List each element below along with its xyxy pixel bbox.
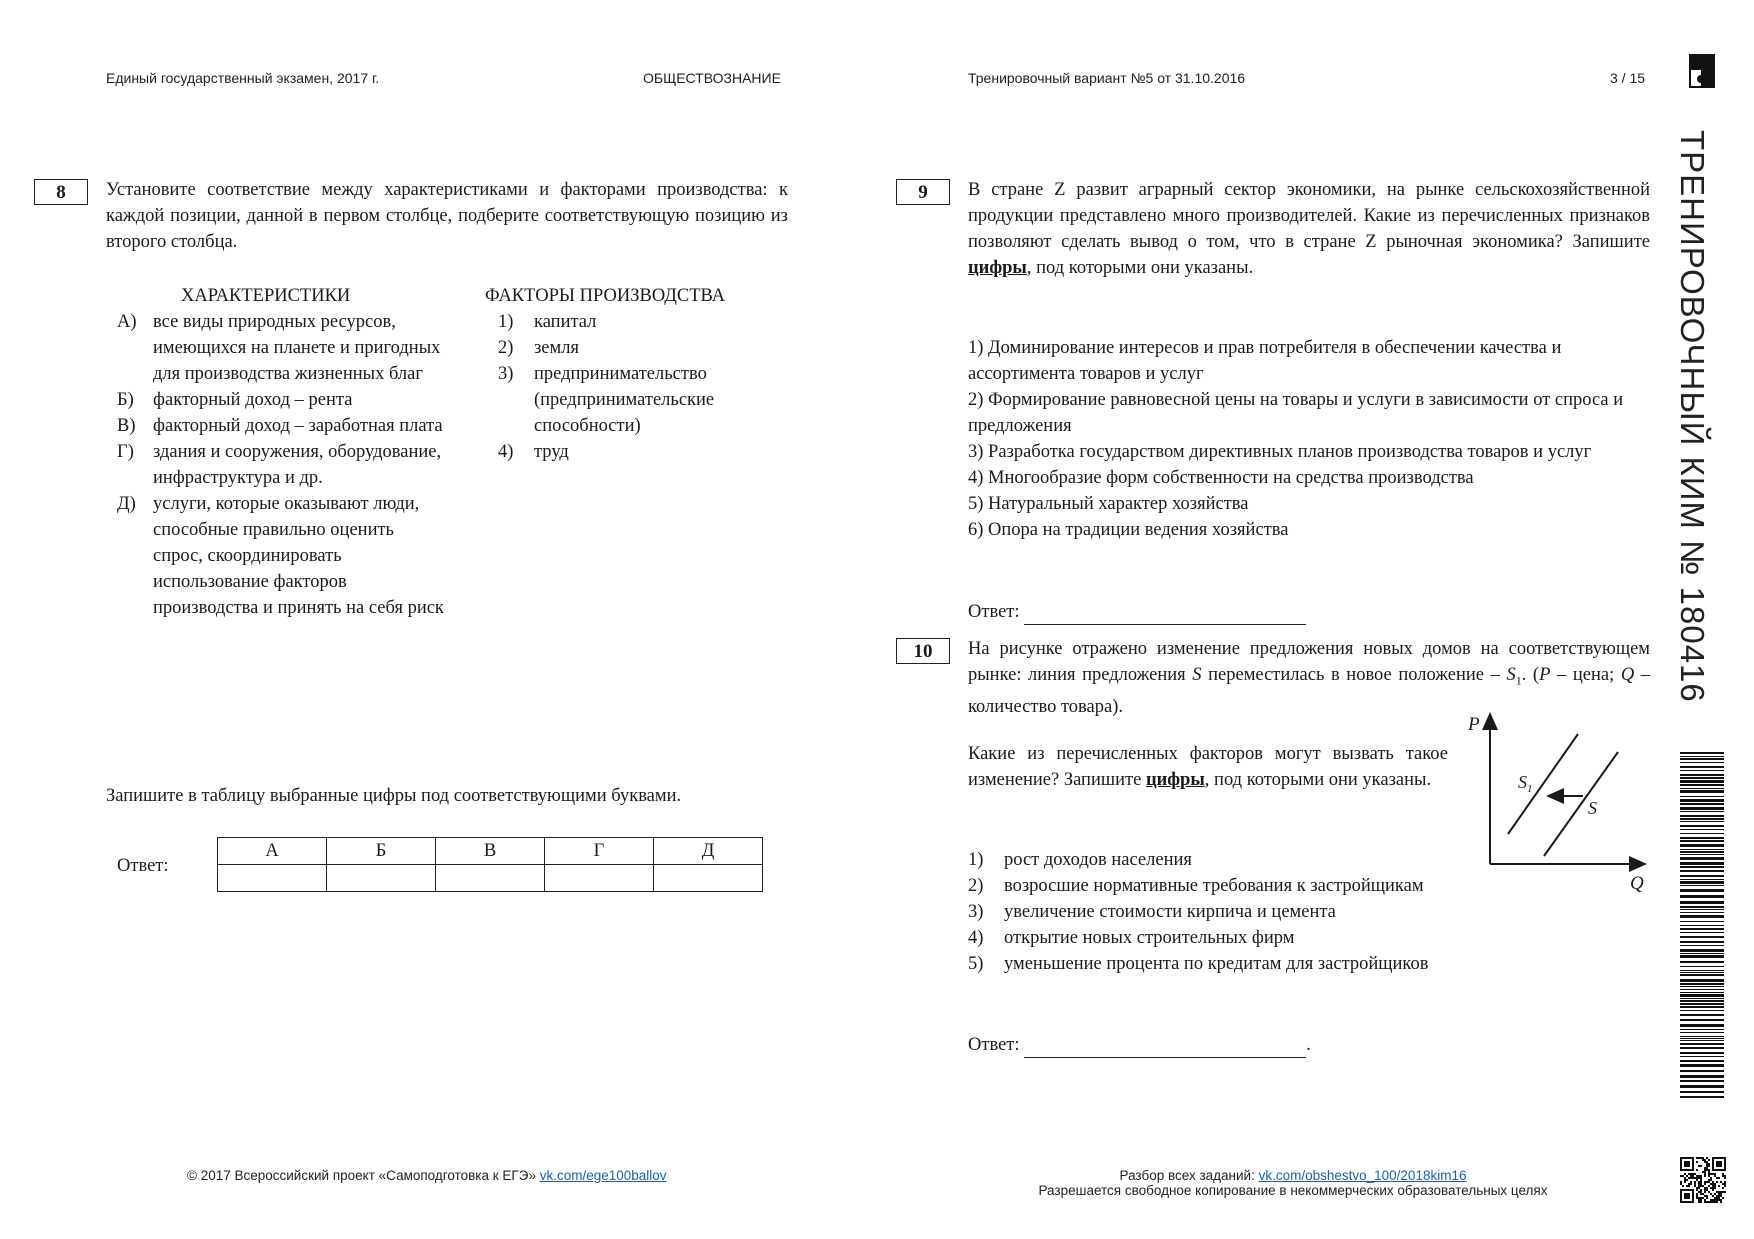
list-item: 3) предпринимательство (предпринимательские способности) [498, 364, 715, 436]
answer-cell-b[interactable] [327, 865, 436, 892]
list-item: 4) труд [498, 442, 569, 462]
list-item: Г) здания и сооружения, оборудование, инфраструктура и др. [117, 442, 442, 488]
task-10-number: 10 [896, 638, 950, 664]
barcode-icon [1680, 752, 1724, 1100]
footer-right-link[interactable]: vk.com/obshestvo_100/2018kim16 [1258, 1168, 1467, 1183]
axis-label-p: P [1468, 714, 1480, 735]
answer-cell-v[interactable] [436, 865, 545, 892]
task-10-answer-field[interactable] [1024, 1037, 1306, 1058]
footer-right [1028, 1168, 1558, 1198]
task-9-intro: В стране Z развит аграрный сектор экономики, на рынке сельскохозяйственной продукции представлено много производителей. Какие из перечисленных признаков позволяют сделать вывод о том, что в стране Z рыночная экономика? Запишите цифры, под которыми они указаны. [968, 180, 1650, 278]
task-10-answer-label: Ответ: [968, 1035, 1020, 1055]
list-item: 5) Натуральный характер хозяйства [968, 494, 1249, 514]
answer-cell-g[interactable] [545, 865, 654, 892]
task-9-answer [968, 599, 1306, 625]
header-exam-title: Единый государственный экзамен, 2017 г. [106, 70, 380, 86]
header-subject: ОБЩЕСТВОЗНАНИЕ [643, 70, 781, 86]
footer-review-label: Разбор всех заданий: [1119, 1168, 1255, 1183]
task-8-number: 8 [34, 179, 88, 205]
table-header-cell: Б [327, 838, 436, 865]
task-10-options [968, 847, 1448, 977]
task-9-digits-emphasis: цифры [968, 258, 1027, 278]
table-header-cell: Д [654, 838, 763, 865]
list-item: 1) рост доходов населения [968, 850, 1192, 870]
table-header-cell: А [218, 838, 327, 865]
task-10-question: Какие из перечисленных факторов могут вызвать такое изменение? Запишите цифры, под которыми они указаны. [968, 744, 1448, 790]
task-8-intro: Установите соответствие между характеристиками и факторами производства: к каждой позиции, данной в первом столбце, подберите соответствующую позицию из второго столбца. [106, 180, 788, 252]
footer-left [187, 1168, 667, 1183]
footer-license: Разрешается свободное копирование в некоммерческих образовательных целях [1038, 1183, 1548, 1198]
header-variant: Тренировочный вариант №5 от 31.10.2016 [968, 70, 1246, 86]
list-item: 4) Многообразие форм собственности на средства производства [968, 468, 1474, 488]
answer-cell-a[interactable] [218, 865, 327, 892]
label-s1: $S_1$ [1518, 772, 1533, 795]
task-8-answer-label: Ответ: [117, 856, 169, 876]
footer-left-link[interactable]: vk.com/ege100ballov [539, 1168, 667, 1183]
qr-code-icon [1680, 1157, 1726, 1203]
table-header-cell: Г [545, 838, 654, 865]
task-8-answer-table [217, 837, 763, 892]
footer-copyright: © 2017 Всероссийский проект «Самоподготовка к ЕГЭ» [187, 1168, 536, 1183]
task-10-digits-emphasis: цифры [1145, 770, 1205, 790]
list-item: 2) возросшие нормативные требования к застройщикам [968, 876, 1424, 896]
header-page-number: 3 / 15 [1610, 70, 1646, 86]
axis-label-q: Q [1630, 873, 1644, 894]
list-item: 4) открытие новых строительных фирм [968, 928, 1295, 948]
list-item: 1) капитал [498, 312, 597, 332]
list-item: 2) Формирование равновесной цены на товары и услуги в зависимости от спроса и предложения [968, 390, 1624, 436]
task-9-options [968, 335, 1648, 543]
side-title: ТРЕНИРОВОЧНЫЙ КИМ № 180416 [1674, 130, 1711, 703]
list-item: Д) услуги, которые оказывают люди, способные правильно оценить спрос, скоординировать использование факторов производства и принять на себя риск [117, 494, 444, 618]
list-item: 6) Опора на традиции ведения хозяйства [968, 520, 1289, 540]
list-item: 2) земля [498, 338, 579, 358]
task-8-instruction: Запишите в таблицу выбранные цифры под соответствующими буквами. [106, 786, 682, 806]
list-item: 3) Разработка государством директивных планов производства товаров и услуг [968, 442, 1592, 462]
task-9-answer-label: Ответ: [968, 602, 1020, 622]
task-8-factors-list [498, 309, 768, 465]
corner-marker-icon [1689, 54, 1715, 88]
task-8-characteristics-list [117, 309, 447, 621]
task-9-answer-field[interactable] [1024, 604, 1306, 625]
task-8-col1-title: ХАРАКТЕРИСТИКИ [181, 286, 351, 306]
task-10-intro: На рисунке отражено изменение предложения новых домов на соответствующем рынке: линия предложения S переместилась в новое положение – $S_1$. (P – цена; Q – количество товара). [968, 639, 1651, 717]
supply-shift-graph [1460, 706, 1660, 896]
list-item: 1) Доминирование интересов и прав потребителя в обеспечении качества и ассортимента товаров и услуг [968, 338, 1562, 384]
list-item: Б) факторный доход – рента [117, 390, 353, 410]
answer-cell-d[interactable] [654, 865, 763, 892]
label-s: S [1588, 798, 1597, 818]
task-10-answer: Ответ: . [968, 1032, 1311, 1058]
task-9-number: 9 [896, 179, 950, 205]
list-item: А) все виды природных ресурсов, имеющихся на планете и пригодных для производства жизненных благ [117, 312, 441, 384]
task-8-col2-title: ФАКТОРЫ ПРОИЗВОДСТВА [485, 286, 726, 306]
list-item: 3) увеличение стоимости кирпича и цемента [968, 902, 1336, 922]
list-item: В) факторный доход – заработная плата [117, 416, 443, 436]
table-header-cell: В [436, 838, 545, 865]
list-item: 5) уменьшение процента по кредитам для застройщиков [968, 954, 1429, 974]
